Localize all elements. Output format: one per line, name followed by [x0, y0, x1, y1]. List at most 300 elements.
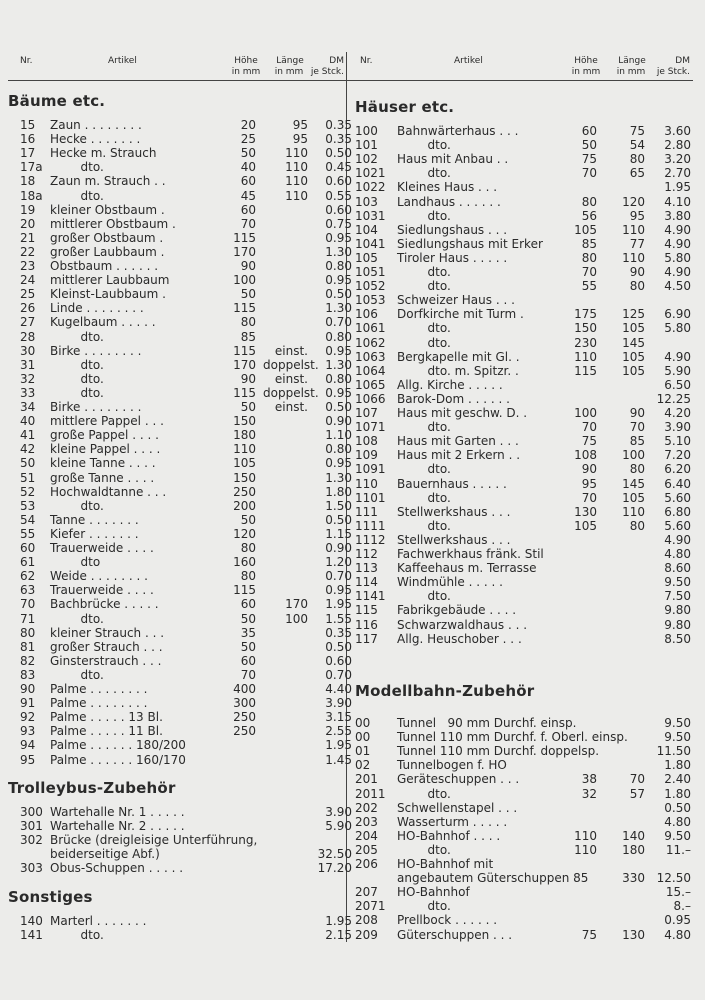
table-row	[8, 470, 352, 485]
item-number: 34	[20, 400, 36, 414]
item-name: HO-Bahnhof mit	[397, 857, 494, 871]
table-row	[8, 682, 352, 696]
item-name: dto.	[50, 928, 104, 943]
item-name: großer Strauch . . .	[50, 639, 163, 654]
table-row	[8, 805, 352, 819]
item-name: Birke . . . . . . . .	[50, 400, 142, 414]
item-price: 12.50	[656, 871, 691, 886]
table-row	[8, 315, 352, 330]
item-price: 8.–	[673, 899, 691, 914]
item-number: 106	[355, 307, 378, 322]
item-name: Tunnelbogen f. HO	[397, 758, 507, 773]
table-row	[8, 287, 352, 302]
table-row	[355, 392, 693, 406]
item-price: 2.55	[325, 724, 352, 739]
item-number: 1063	[355, 349, 386, 364]
table-row	[8, 188, 352, 203]
item-number: 1021	[355, 166, 386, 181]
item-height: 250	[233, 484, 256, 499]
item-height: 115	[233, 385, 256, 400]
item-number: 33	[20, 385, 36, 400]
item-height: 250	[233, 710, 256, 725]
item-height: 75	[581, 152, 597, 167]
item-price: 4.90	[664, 236, 691, 251]
item-height: 85	[581, 236, 597, 251]
item-number: 28	[20, 329, 36, 344]
item-number: 90	[20, 682, 36, 696]
item-name: Güterschuppen . . .	[397, 927, 513, 942]
item-name: Allg. Heuschober . . .	[397, 631, 522, 646]
table-row	[8, 653, 352, 668]
item-height: 70	[581, 166, 597, 181]
item-height: 115	[233, 301, 256, 316]
item-length: 70	[629, 772, 645, 787]
item-price: 9.80	[664, 603, 691, 618]
item-price: 0.95	[325, 273, 352, 288]
item-name: dto. m. Spitzr. .	[397, 363, 519, 378]
item-number: 141	[20, 928, 43, 943]
item-number: 108	[355, 434, 378, 449]
item-height: 80	[240, 569, 256, 584]
item-number: 301	[20, 819, 43, 834]
item-price: 7.20	[664, 448, 691, 463]
table-row	[8, 414, 352, 429]
item-height: 60	[240, 174, 256, 189]
item-number: 82	[20, 653, 36, 668]
table-row	[8, 442, 352, 457]
table-row	[355, 519, 693, 533]
table-row	[8, 202, 352, 217]
item-length: 125	[622, 307, 645, 322]
item-height: 35	[240, 625, 256, 640]
item-height: 175	[574, 307, 597, 322]
item-name: Haus mit Anbau . .	[397, 152, 509, 167]
item-number: 00	[355, 716, 371, 730]
item-price: 2.80	[664, 138, 691, 153]
item-name: Weide . . . . . . . .	[50, 569, 148, 584]
item-length: 100	[285, 611, 308, 626]
table-row	[355, 589, 693, 603]
item-price: 0.95	[325, 230, 352, 245]
item-price: 1.15	[325, 526, 352, 541]
item-number: 51	[20, 470, 36, 485]
item-name: Obstbaum . . . . . .	[50, 259, 159, 273]
header-rule-left	[8, 80, 346, 81]
item-price: 0.35	[325, 118, 352, 132]
item-name: Linde . . . . . . . .	[50, 301, 144, 316]
item-number: 18a	[20, 188, 43, 203]
item-height: 60	[581, 124, 597, 138]
table-row	[355, 899, 693, 913]
item-name: Palme . . . . . . 160/170	[50, 752, 186, 767]
item-length: einst.	[274, 400, 308, 414]
item-number: 1064	[355, 363, 386, 378]
item-number: 117	[355, 631, 378, 646]
item-price: 0.75	[325, 216, 352, 231]
item-number: 1041	[355, 236, 386, 251]
item-number: 1111	[355, 518, 386, 533]
item-name: dto.	[397, 166, 451, 181]
item-price: 1.95	[325, 914, 352, 928]
item-height: 230	[574, 335, 597, 350]
item-number: 20	[20, 216, 36, 231]
item-name: angebautem Güterschuppen 85	[397, 871, 589, 886]
item-number: 91	[20, 696, 36, 711]
table-row	[8, 428, 352, 443]
header-artikel: Artikel	[454, 56, 483, 66]
item-name: Tunnel 110 mm Durchf. f. Oberl. einsp.	[397, 730, 628, 745]
item-number: 1051	[355, 265, 386, 279]
item-height: 70	[581, 420, 597, 435]
item-number: 206	[355, 857, 378, 871]
item-number: 00	[355, 730, 371, 745]
item-price: 0.35	[325, 625, 352, 640]
item-name: beiderseitige Abf.)	[50, 847, 160, 862]
table-row	[355, 885, 693, 899]
item-price: 0.50	[325, 512, 352, 527]
item-name: Schwellenstapel . . .	[397, 800, 518, 815]
item-length: 54	[629, 138, 645, 153]
item-number: 27	[20, 315, 36, 330]
item-price: 0.35	[325, 132, 352, 147]
item-price: 0.50	[325, 287, 352, 302]
item-price: 1.30	[325, 301, 352, 316]
item-price: 12.25	[656, 391, 691, 406]
item-number: 104	[355, 222, 378, 237]
item-length: 80	[629, 279, 645, 294]
item-length: 170	[285, 597, 308, 612]
item-length: 80	[629, 462, 645, 477]
item-name: Tunnel 110 mm Durchf. doppelsp.	[397, 744, 600, 759]
item-price: 0.50	[325, 639, 352, 654]
item-height: 75	[581, 927, 597, 942]
item-price: 6.90	[664, 307, 691, 322]
item-height: 70	[240, 216, 256, 231]
item-price: 1.95	[325, 738, 352, 753]
item-name: mittlerer Obstbaum .	[50, 216, 176, 231]
item-number: 302	[20, 833, 43, 848]
item-number: 52	[20, 484, 36, 499]
item-number: 95	[20, 752, 36, 767]
item-height: 108	[574, 448, 597, 463]
item-number: 1053	[355, 293, 386, 308]
item-name: Palme . . . . . . 180/200	[50, 738, 186, 753]
item-number: 207	[355, 885, 378, 900]
header-artikel: Artikel	[108, 56, 137, 66]
item-name: Schweizer Haus . . .	[397, 293, 515, 308]
item-length: doppelst.	[263, 385, 319, 400]
table-row	[8, 847, 352, 862]
item-number: 204	[355, 828, 378, 843]
table-row	[8, 667, 352, 682]
item-number: 53	[20, 498, 36, 513]
item-number: 21	[20, 230, 36, 245]
item-name: Palme . . . . . . . .	[50, 696, 148, 711]
item-length: 110	[285, 188, 308, 203]
item-height: 170	[233, 244, 256, 259]
item-price: 1.80	[325, 484, 352, 499]
header-nr: Nr.	[360, 56, 373, 66]
item-price: 11.–	[665, 842, 691, 857]
item-number: 1112	[355, 532, 386, 547]
item-height: 110	[574, 349, 597, 364]
item-name: Trauerweide . . . .	[50, 583, 154, 598]
table-row	[355, 758, 693, 772]
table-row	[355, 505, 693, 519]
item-length: 130	[622, 927, 645, 942]
item-name: Bergkapelle mit Gl. .	[397, 349, 520, 364]
item-price: 1.45	[325, 752, 352, 767]
item-number: 32	[20, 371, 36, 386]
item-name: Windmühle . . . . .	[397, 575, 503, 590]
item-height: 250	[233, 724, 256, 739]
item-height: 200	[233, 498, 256, 513]
item-length: 95	[629, 208, 645, 223]
item-name: dto.	[50, 357, 104, 372]
item-name: Schwarzwaldhaus . . .	[397, 617, 528, 632]
item-length: 110	[622, 222, 645, 237]
item-height: 25	[240, 132, 256, 147]
item-length: einst.	[274, 371, 308, 386]
item-name: HO-Bahnhof . . . .	[397, 828, 501, 843]
table-row	[355, 561, 693, 575]
table-row	[355, 716, 693, 730]
item-height: 100	[574, 406, 597, 420]
table-row	[355, 730, 693, 744]
item-price: 0.60	[325, 174, 352, 189]
item-name: dto.	[50, 385, 104, 400]
item-name: Haus mit Garten . . .	[397, 434, 519, 449]
item-length: 77	[629, 236, 645, 251]
item-name: HO-Bahnhof	[397, 885, 470, 900]
item-length: 90	[629, 406, 645, 420]
table-row	[355, 491, 693, 505]
table-row	[355, 223, 693, 237]
item-price: 0.80	[325, 442, 352, 457]
item-length: 65	[629, 166, 645, 181]
item-price: 3.90	[325, 805, 352, 819]
table-row	[8, 160, 352, 175]
item-name: Haus mit 2 Erkern . .	[397, 448, 521, 463]
table-row	[8, 819, 352, 834]
item-height: 45	[240, 188, 256, 203]
item-number: 100	[355, 124, 378, 138]
table-row	[8, 861, 352, 876]
item-height: 40	[240, 160, 256, 175]
item-height: 105	[233, 456, 256, 471]
item-name: dto.	[50, 160, 104, 175]
item-price: 0.60	[325, 653, 352, 668]
table-row	[8, 301, 352, 316]
table-row	[355, 152, 693, 166]
header-dm: DM	[675, 56, 690, 66]
item-number: 02	[355, 758, 371, 773]
item-number: 83	[20, 667, 36, 682]
table-row	[355, 195, 693, 209]
item-height: 60	[240, 202, 256, 217]
item-height: 300	[233, 696, 256, 711]
item-name: kleine Tanne . . . .	[50, 456, 156, 471]
item-name: dto.	[397, 279, 451, 294]
item-height: 20	[240, 118, 256, 132]
header-laenge: Länge	[276, 56, 304, 66]
item-price: 3.20	[664, 152, 691, 167]
table-row	[355, 279, 693, 293]
item-price: 0.95	[325, 343, 352, 358]
table-row	[8, 357, 352, 372]
table-row	[8, 710, 352, 725]
item-name: dto.	[50, 329, 104, 344]
table-row	[355, 406, 693, 420]
item-price: 0.70	[325, 569, 352, 584]
item-price: 5.90	[325, 819, 352, 834]
item-length: 80	[629, 152, 645, 167]
table-row	[8, 597, 352, 612]
item-number: 205	[355, 842, 378, 857]
table-row	[8, 611, 352, 626]
item-height: 50	[581, 138, 597, 153]
item-height: 50	[240, 400, 256, 414]
item-height: 150	[574, 321, 597, 336]
item-name: Tanne . . . . . . .	[50, 512, 139, 527]
header-laenge: Länge	[618, 56, 646, 66]
header-hoehe-unit: in mm	[571, 67, 601, 77]
item-length: 100	[622, 448, 645, 463]
item-height: 180	[233, 428, 256, 443]
item-name: dto.	[397, 786, 451, 801]
item-height: 50	[240, 287, 256, 302]
item-number: 60	[20, 541, 36, 555]
header-laenge-unit: in mm	[274, 67, 304, 77]
table-row	[355, 265, 693, 279]
item-name: großer Obstbaum .	[50, 230, 164, 245]
item-name: mittlere Pappel . . .	[50, 414, 164, 429]
table-row	[8, 639, 352, 654]
table-row	[355, 843, 693, 857]
table-row	[355, 138, 693, 152]
item-price: 6.20	[664, 462, 691, 477]
item-height: 85	[240, 329, 256, 344]
item-length: 330	[622, 871, 645, 886]
item-number: 18	[20, 174, 36, 189]
table-row	[8, 273, 352, 288]
item-name: Stellwerkshaus . . .	[397, 532, 511, 547]
item-number: 113	[355, 561, 378, 576]
item-height: 150	[233, 470, 256, 485]
item-name: dto.	[397, 321, 451, 336]
item-name: Trauerweide . . . .	[50, 541, 154, 555]
table-row	[8, 371, 352, 386]
item-price: 4.40	[325, 682, 352, 696]
item-number: 105	[355, 250, 378, 265]
item-length: 95	[292, 118, 308, 132]
item-name: große Tanne . . . .	[50, 470, 155, 485]
item-number: 107	[355, 406, 378, 420]
table-row	[8, 512, 352, 527]
item-price: 1.80	[664, 786, 691, 801]
item-name: Wartehalle Nr. 2 . . . . .	[50, 819, 185, 834]
item-price: 0.95	[664, 913, 691, 928]
section-title-haeuser: Häuser etc.	[355, 98, 455, 116]
item-price: 9.50	[664, 828, 691, 843]
item-price: 1.95	[664, 180, 691, 195]
item-number: 94	[20, 738, 36, 753]
item-number: 111	[355, 504, 378, 519]
item-height: 50	[240, 639, 256, 654]
table-row	[355, 180, 693, 194]
item-height: 400	[233, 682, 256, 696]
item-number: 1052	[355, 279, 386, 294]
item-name: kleiner Strauch . . .	[50, 625, 165, 640]
table-row	[355, 462, 693, 476]
table-row	[8, 174, 352, 189]
table-row	[8, 541, 352, 555]
item-name: dto.	[397, 842, 451, 857]
item-name: Bauernhaus . . . . .	[397, 476, 507, 491]
item-name: dto.	[397, 335, 451, 350]
item-name: Brücke (dreigleisige Unterführung,	[50, 833, 258, 848]
item-number: 1031	[355, 208, 386, 223]
item-name: kleine Pappel . . . .	[50, 442, 161, 457]
item-number: 102	[355, 152, 378, 167]
item-name: Siedlungshaus . . .	[397, 222, 508, 237]
item-name: Kleines Haus . . .	[397, 180, 498, 195]
table-row	[8, 400, 352, 414]
item-number: 1062	[355, 335, 386, 350]
table-row	[355, 364, 693, 378]
table-row	[355, 321, 693, 335]
table-row	[8, 216, 352, 231]
table-row	[8, 146, 352, 161]
item-price: 11.50	[656, 744, 691, 759]
item-number: 61	[20, 555, 36, 570]
item-price: 8.60	[664, 561, 691, 576]
item-price: 0.50	[664, 800, 691, 815]
item-number: 2071	[355, 899, 386, 914]
item-number: 70	[20, 597, 36, 612]
item-number: 116	[355, 617, 378, 632]
item-height: 100	[233, 273, 256, 288]
item-number: 92	[20, 710, 36, 725]
item-price: 0.60	[325, 202, 352, 217]
table-row	[8, 555, 352, 570]
item-length: doppelst.	[263, 357, 319, 372]
item-number: 22	[20, 244, 36, 259]
item-price: 0.80	[325, 259, 352, 273]
table-row	[355, 434, 693, 448]
item-height: 115	[233, 230, 256, 245]
item-price: 2.15	[325, 928, 352, 943]
item-number: 41	[20, 428, 36, 443]
header-nr: Nr.	[20, 56, 33, 66]
item-number: 114	[355, 575, 378, 590]
item-length: 80	[629, 518, 645, 533]
item-number: 1091	[355, 462, 386, 477]
item-number: 62	[20, 569, 36, 584]
item-name: dto.	[50, 498, 104, 513]
item-height: 110	[574, 842, 597, 857]
item-number: 203	[355, 814, 378, 829]
item-height: 32	[581, 786, 597, 801]
item-number: 202	[355, 800, 378, 815]
table-row	[8, 259, 352, 273]
item-number: 1071	[355, 420, 386, 435]
item-price: 5.60	[664, 518, 691, 533]
item-number: 80	[20, 625, 36, 640]
item-number: 300	[20, 805, 43, 819]
item-length: 105	[622, 363, 645, 378]
item-height: 70	[240, 667, 256, 682]
